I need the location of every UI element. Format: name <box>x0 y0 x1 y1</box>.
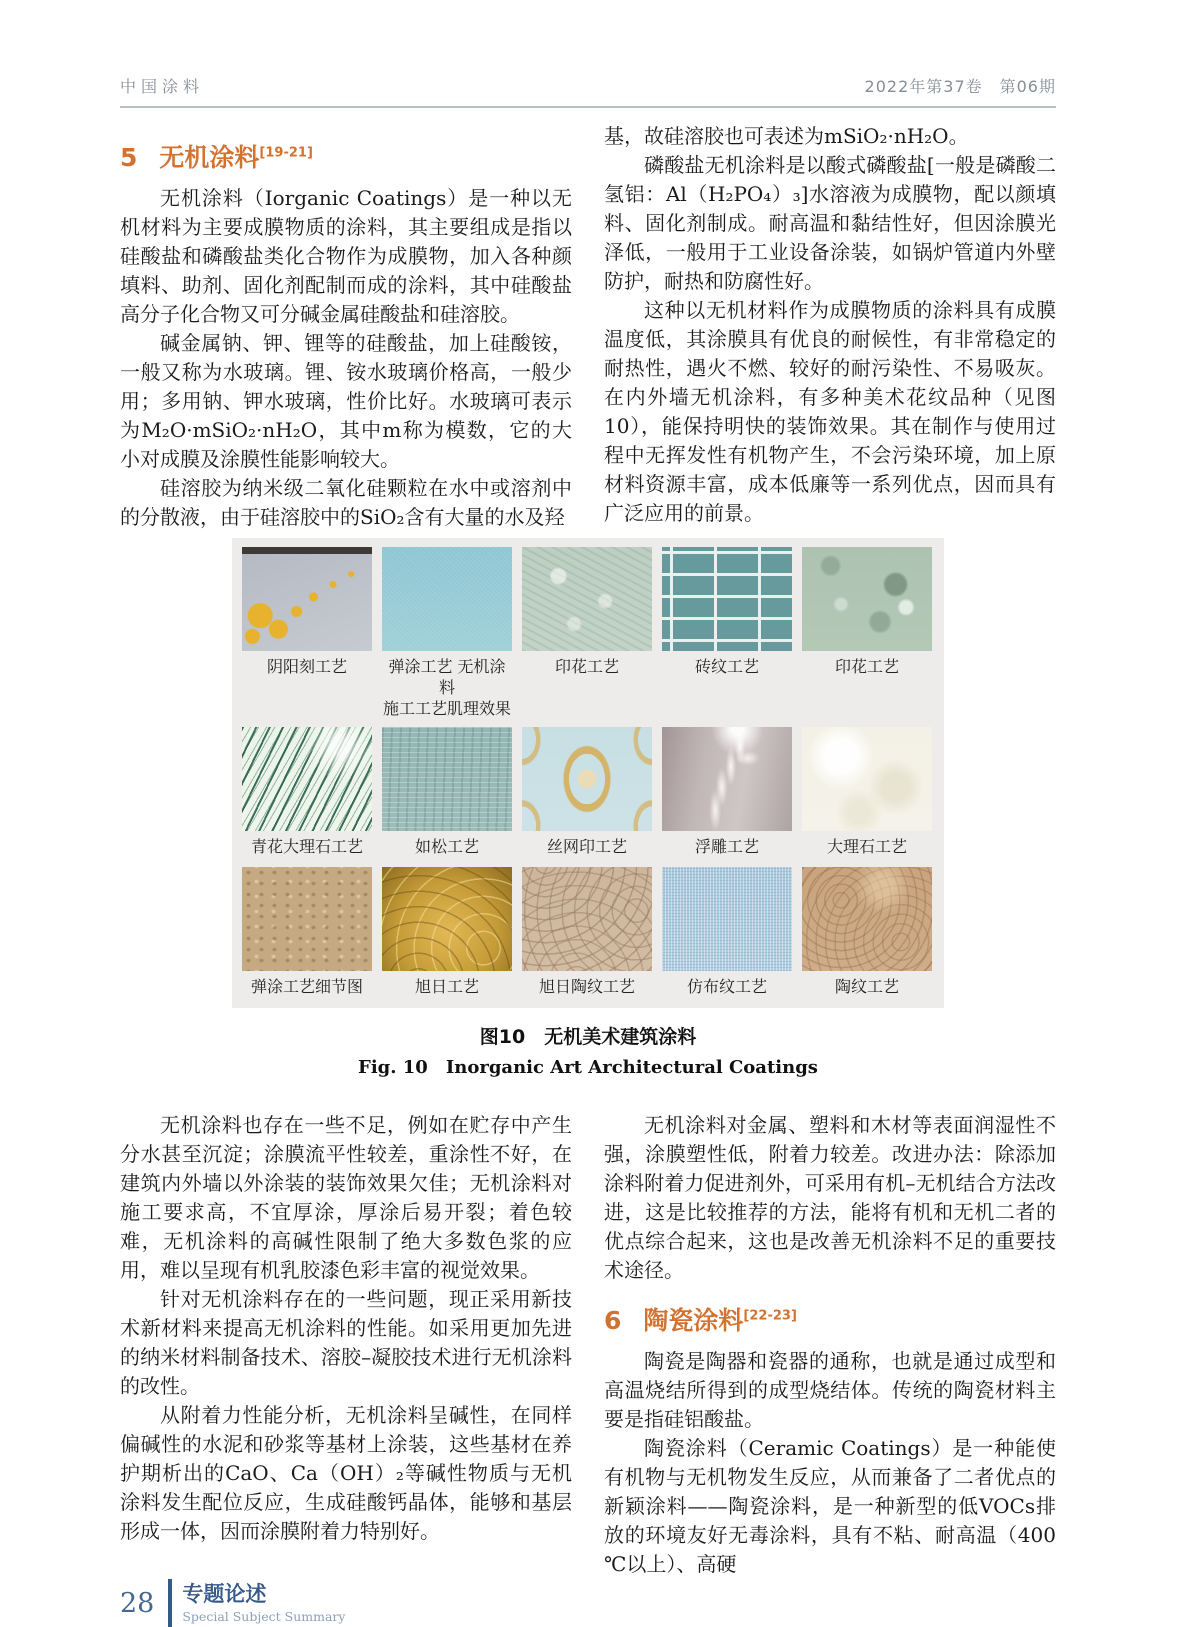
texture-image <box>802 867 932 971</box>
paragraph: 从附着力性能分析，无机涂料呈碱性，在同样偏碱性的水泥和砂浆等基材上涂装，这些基材在养护期析出的CaO、Ca（OH）₂等碱性物质与无机涂料发生配位反应，生成硅酸钙晶体，能够和基层形成一体，因而涂膜附着力特别好。 <box>120 1403 572 1543</box>
section-5-heading <box>120 138 572 174</box>
page-number: 28 <box>120 1587 155 1619</box>
texture-image <box>662 727 792 831</box>
footer-column-en: Special Subject Summary <box>182 1609 346 1624</box>
tile-caption: 仿布纹工艺 <box>686 977 767 996</box>
issue-info: 2022年第37卷 第06期 <box>864 77 1056 96</box>
tile-caption: 印花工艺 <box>834 657 899 676</box>
figure-tile <box>382 867 512 999</box>
paragraph: 陶瓷涂料（Ceramic Coatings）是一种能使有机物与无机物发生反应，从而兼备了二者优点的新颖涂料——陶瓷涂料，是一种新型的低VOCs排放的环境友好无毒涂料，具有不粘、耐高温（400 ℃以上）、高硬 <box>604 1436 1056 1576</box>
paragraph: 无机涂料也存在一些不足，例如在贮存中产生分水甚至沉淀；涂膜流平性较差，重涂性不好，在建筑内外墙以外涂装的装饰效果欠佳；无机涂料对施工要求高，不宜厚涂，厚涂后易开裂；着色较难，无机涂料的高碱性限制了绝大多数色浆的应用，难以呈现有机乳胶漆色彩丰富的视觉效果。 <box>120 1113 572 1282</box>
tile-caption: 阴阳刻工艺 <box>266 657 347 676</box>
section-6-heading <box>604 1301 1056 1337</box>
tile-caption: 大理石工艺 <box>826 837 907 856</box>
section-6-ref: [22-23] <box>743 1308 797 1324</box>
texture-image <box>382 547 512 651</box>
figure-tile <box>382 727 512 859</box>
figure-tile <box>522 867 652 999</box>
tile-caption: 陶纹工艺 <box>834 977 899 996</box>
figure-grid <box>242 547 934 999</box>
figure-tile <box>522 727 652 859</box>
texture-image <box>662 867 792 971</box>
paragraph: 磷酸盐无机涂料是以酸式磷酸盐[一般是磷酸二氢铝：Al（H₂PO₄）₃]水溶液为成膜物，配以颜填料、固化剂制成。耐高温和黏结性好，但因涂膜光泽低，一般用于工业设备涂装，如锅炉管道内外壁防护，耐热和防腐性好。 <box>604 153 1056 293</box>
paragraph: 陶瓷是陶器和瓷器的通称，也就是通过成型和高温烧结所得到的成型烧结体。传统的陶瓷材料主要是指硅铝酸盐。 <box>604 1349 1056 1431</box>
paragraph: 针对无机涂料存在的一些问题，现正采用新技术新材料来提高无机涂料的性能。如采用更加先进的纳米材料制备技术、溶胶–凝胶技术进行无机涂料的改性。 <box>120 1287 572 1398</box>
tile-caption: 青花大理石工艺 <box>250 837 363 856</box>
texture-image <box>382 867 512 971</box>
texture-image <box>242 867 372 971</box>
left-column-top <box>120 122 572 532</box>
paragraph: 这种以无机材料作为成膜物质的涂料具有成膜温度低，其涂膜具有优良的耐候性，有非常稳定的耐热性，遇火不燃、较好的耐污染性、不易吸灰。在内外墙无机涂料，有多种美术花纹品种（见图10），能保持明快的装饰效果。其在制作与使用过程中无挥发性有机物产生，不会污染环境，加上原材料资源丰富，成本低廉等一系列优点，因而具有广泛应用的前景。 <box>604 298 1056 525</box>
tile-caption: 旭日陶纹工艺 <box>538 977 635 996</box>
running-head <box>120 74 1056 108</box>
texture-image <box>242 547 372 651</box>
paragraph: 硅溶胶为纳米级二氧化硅颗粒在水中或溶剂中的分散液，由于硅溶胶中的SiO₂含有大量的水及羟 <box>120 476 572 529</box>
right-column-top <box>604 122 1056 532</box>
footer-column-zh: 专题论述 <box>182 1582 267 1606</box>
top-columns <box>120 122 1056 532</box>
journal-name: 中国涂料 <box>120 77 205 96</box>
figure-tile <box>662 867 792 999</box>
figure-caption-zh: 图10 无机美术建筑涂料 <box>479 1026 697 1048</box>
figure-tile <box>242 547 372 719</box>
paragraph: 无机涂料对金属、塑料和木材等表面润湿性不强，涂膜塑性低，附着力较差。改进办法：除添加涂料附着力促进剂外，可采用有机–无机结合方法改进，这是比较推荐的方法，能将有机和无机二者的优点综合起来，这也是改善无机涂料不足的重要技术途径。 <box>604 1113 1056 1282</box>
texture-image <box>522 547 652 651</box>
tile-caption: 弹涂工艺 无机涂料 施工工艺肌理效果 <box>382 657 511 718</box>
paragraph: 碱金属钠、钾、锂等的硅酸盐，加上硅酸铵，一般又称为水玻璃。锂、铵水玻璃价格高，一般少用；多用钠、钾水玻璃，性价比好。水玻璃可表示为M₂O·mSiO₂·nH₂O，其中m称为模数，它的大小对成膜及涂膜性能影响较大。 <box>120 331 572 471</box>
right-column-bottom <box>604 1111 1056 1579</box>
texture-image <box>522 867 652 971</box>
tile-caption: 弹涂工艺细节图 <box>250 977 363 996</box>
section-5-title: 无机涂料 <box>159 143 260 172</box>
texture-image <box>522 727 652 831</box>
tile-caption: 浮雕工艺 <box>694 837 759 856</box>
section-5-ref: [19-21] <box>259 145 313 161</box>
figure-tile <box>802 867 932 999</box>
figure-tile <box>242 727 372 859</box>
figure-tile <box>242 867 372 999</box>
figure-tile <box>382 547 512 719</box>
tile-caption: 砖纹工艺 <box>694 657 759 676</box>
texture-image <box>382 727 512 831</box>
tile-caption: 如松工艺 <box>414 837 479 856</box>
figure-tile <box>802 727 932 859</box>
paragraph: 无机涂料（Iorganic Coatings）是一种以无机材料为主要成膜物质的涂料，其主要组成是指以硅酸盐和磷酸盐类化合物作为成膜物，加入各种颜填料、助剂、固化剂配制而成的涂料，其中硅酸盐高分子化合物又可分碱金属硅酸盐和硅溶胶。 <box>120 186 572 326</box>
page-footer <box>120 1579 1056 1627</box>
figure-tile <box>802 547 932 719</box>
bottom-columns <box>120 1111 1056 1579</box>
section-5-number: 5 <box>120 143 138 172</box>
paragraph: 基，故硅溶胶也可表述为mSiO₂·nH₂O。 <box>604 124 969 148</box>
figure-10 <box>232 538 944 1008</box>
figure-tile <box>662 727 792 859</box>
figure-caption-en: Fig. 10 Inorganic Art Architectural Coatings <box>358 1057 818 1078</box>
figure-tile <box>522 547 652 719</box>
tile-caption: 印花工艺 <box>554 657 619 676</box>
tile-caption: 旭日工艺 <box>414 977 479 996</box>
section-6-number: 6 <box>604 1306 622 1335</box>
texture-image <box>802 547 932 651</box>
footer-divider <box>168 1579 172 1627</box>
section-6-title: 陶瓷涂料 <box>643 1306 744 1335</box>
texture-image <box>662 547 792 651</box>
figure-tile <box>662 547 792 719</box>
footer-column-block <box>182 1582 345 1624</box>
texture-image <box>242 727 372 831</box>
tile-caption: 丝网印工艺 <box>546 837 627 856</box>
texture-image <box>802 727 932 831</box>
left-column-bottom <box>120 1111 572 1579</box>
